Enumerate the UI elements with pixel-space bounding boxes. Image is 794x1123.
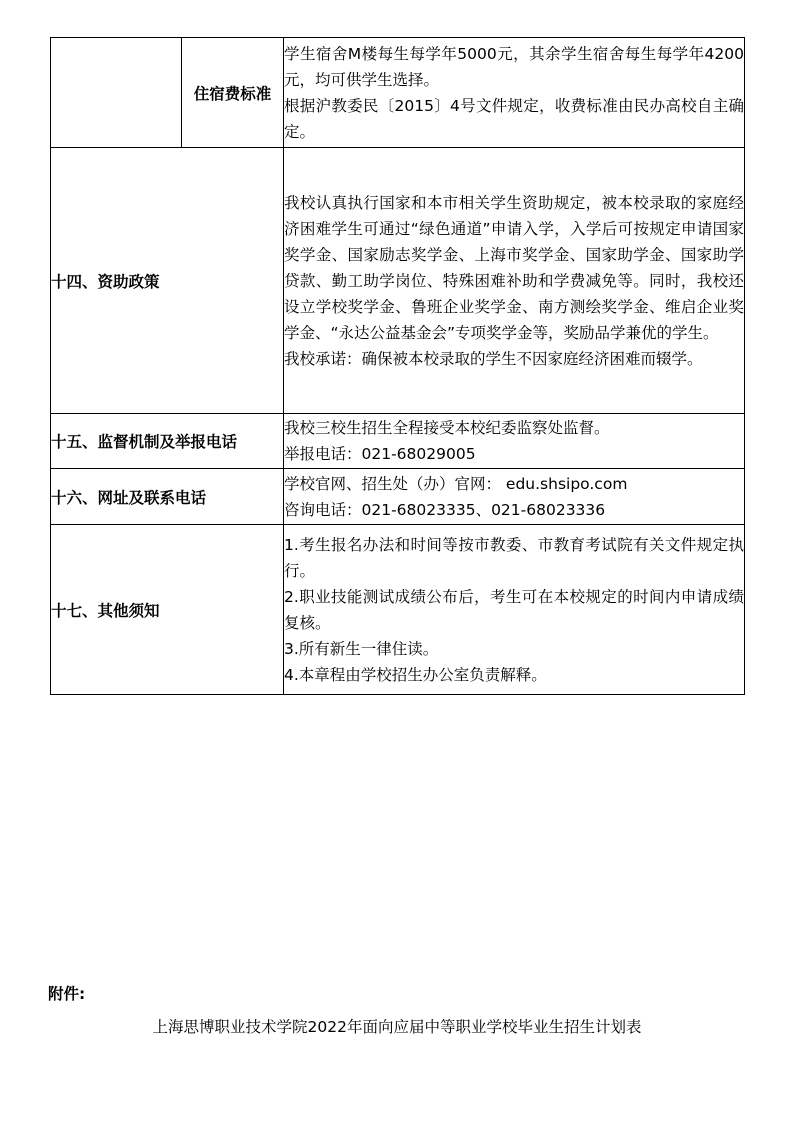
content-line: 1.考生报名办法和时间等按市教委、市教育考试院有关文件规定执行。 <box>284 535 744 580</box>
contact-content <box>284 469 745 525</box>
content-line: 3.所有新生一律住读。 <box>284 639 439 658</box>
supervision-content <box>284 414 745 469</box>
content-line: 学生宿舍M楼每生每学年5000元，其余学生宿舍每生每学年4200元，均可供学生选择。 <box>284 44 744 89</box>
content-line: 我校承诺：确保被本校录取的学生不因家庭经济困难而辍学。 <box>284 349 703 368</box>
section-label-financial-aid: 十四、资助政策 <box>51 148 284 414</box>
table-row-accommodation-fee <box>51 38 745 148</box>
content-line: 咨询电话：021-68023335、021-68023336 <box>284 500 606 519</box>
content-line: 4.本章程由学校招生办公室负责解释。 <box>284 665 547 684</box>
content-line: 根据沪教委民〔2015〕4号文件规定，收费标准由民办高校自主确定。 <box>284 96 744 141</box>
section-label-other-notes: 十七、其他须知 <box>51 525 284 695</box>
table-row-contact <box>51 469 745 525</box>
content-line: 我校认真执行国家和本市相关学生资助规定，被本校录取的家庭经济困难学生可通过“绿色通道”申请入学，入学后可按规定申请国家奖学金、国家励志奖学金、上海市奖学金、国家助学金、国家助学贷款、勤工助学岗位、特殊困难补助和学费减免等。同时，我校还设立学校奖学金、鲁班企业奖学金、南方测绘奖学金、维启企业奖学金、“永达公益基金会”专项奖学金等，奖励品学兼优的学生。 <box>284 193 744 342</box>
admissions-table <box>50 37 745 695</box>
section-label-supervision: 十五、监督机制及举报电话 <box>51 414 284 469</box>
other-notes-content <box>284 525 745 695</box>
attachment-text: 上海思博职业技术学院2022年面向应届中等职业学校毕业生招生计划表 <box>152 1018 642 1036</box>
section-label-empty <box>51 38 182 148</box>
content-line: 举报电话：021-68029005 <box>284 445 476 463</box>
accommodation-fee-content <box>284 38 745 148</box>
content-line: 学校官网、招生处（办）官网： edu.shsipo.com <box>284 474 628 493</box>
table-row-financial-aid <box>51 148 745 414</box>
accommodation-fee-label: 住宿费标准 <box>182 38 284 148</box>
attachment-title: 附件: <box>48 985 86 1003</box>
content-line: 我校三校生招生全程接受本校纪委监察处监督。 <box>284 419 610 437</box>
table-row-other-notes <box>51 525 745 695</box>
content-line: 2.职业技能测试成绩公布后，考生可在本校规定的时间内申请成绩复核。 <box>284 587 744 632</box>
table-row-supervision <box>51 414 745 469</box>
section-label-contact: 十六、网址及联系电话 <box>51 469 284 525</box>
financial-aid-content <box>284 148 745 414</box>
